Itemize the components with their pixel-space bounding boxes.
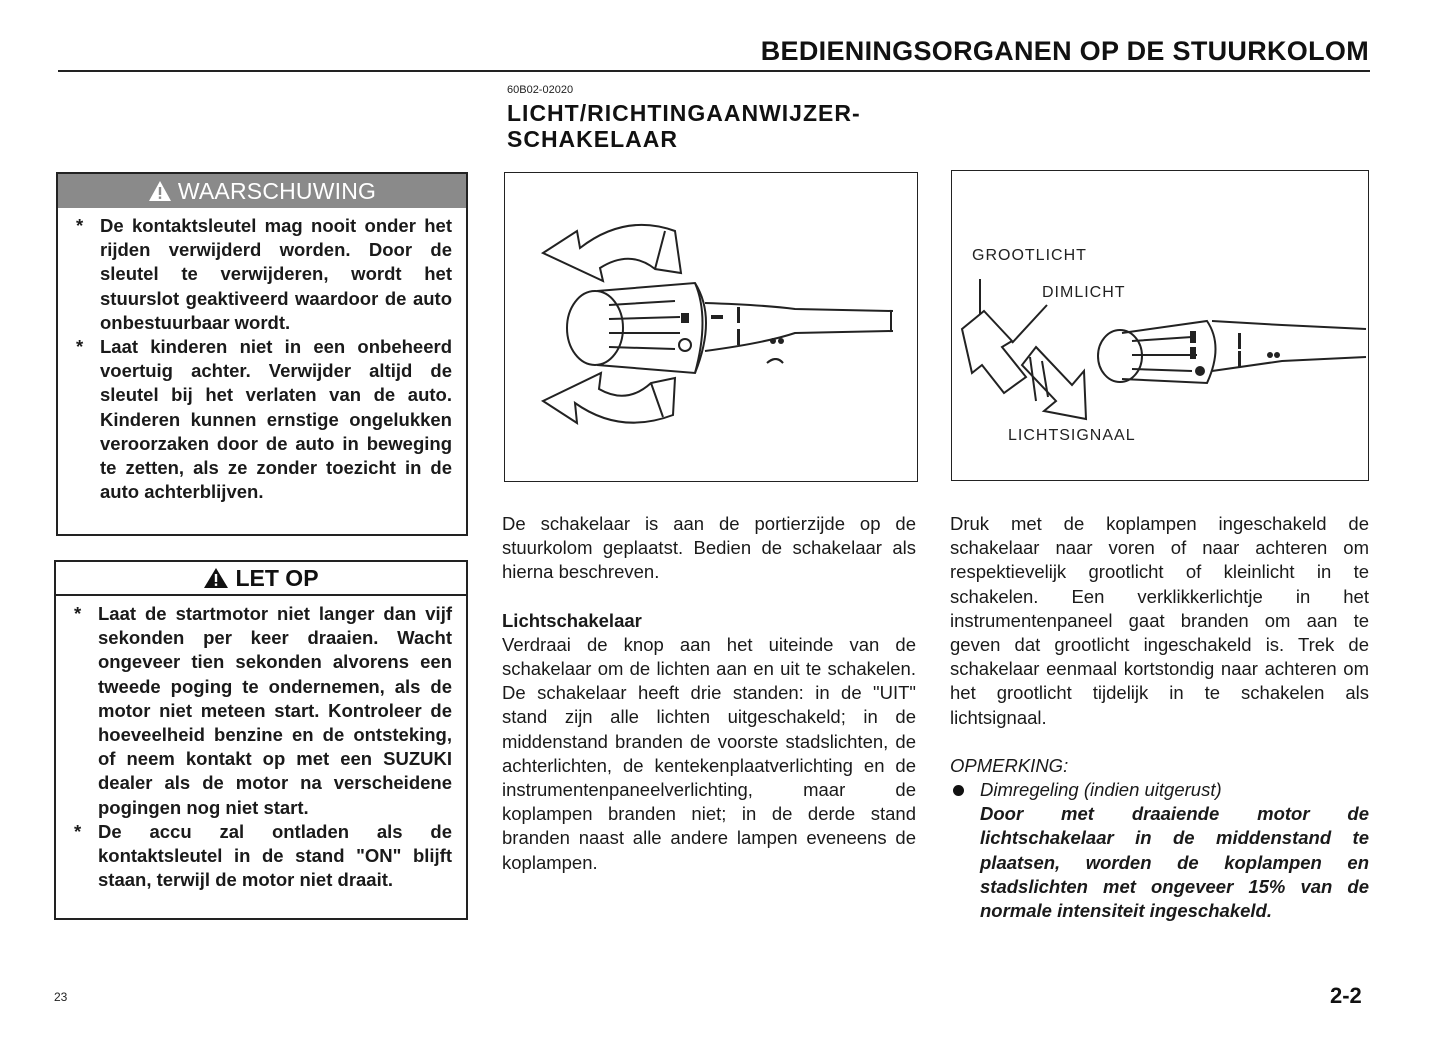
warning-triangle-icon <box>148 180 172 202</box>
warning-box <box>56 172 468 536</box>
header-rule <box>58 70 1370 72</box>
page-header-title: BEDIENINGSORGANEN OP DE STUURKOLOM <box>760 36 1369 66</box>
figure-beam-switch <box>951 170 1369 481</box>
warning-triangle-icon <box>203 567 229 589</box>
section-title-line1: LICHT/RICHTINGAANWIJZER- <box>507 100 861 126</box>
caution-item: * De accu zal ontladen als de kontaktsleutel in de stand "ON" blijft staan, terwijl de motor niet draait. <box>64 820 452 893</box>
light-switch-subheading: Lichtschakelaar <box>502 609 642 631</box>
warning-title: WAARSCHUWING <box>177 177 377 204</box>
note-title: OPMERKING: <box>950 754 1069 776</box>
page-number-left: 23 <box>54 990 68 1004</box>
intro-paragraph: De schakelaar is aan de portierzijde op de stuurkolom geplaatst. Bedien de schakelaar als hierna beschreven. <box>502 513 916 583</box>
middle-column <box>502 512 916 875</box>
warning-header <box>58 174 466 208</box>
beam-paragraph: Druk met de koplampen ingeschakeld de schakelaar naar voren of naar achteren om respektievelijk grootlicht of kleinlicht in te schakelen. Een verklikkerlichtje in het instrumentenpaneel gaat branden om aan te geven dat grootlicht ingeschakeld is. Trek de schakelaar eenmaal kortstondig naar achteren om het grootlicht tijdelijk in te schakelen als lichtsignaal. <box>950 513 1369 728</box>
warning-list <box>58 208 466 504</box>
note-item <box>950 778 1369 923</box>
caution-list <box>56 596 466 892</box>
note-item-title: Dimregeling (indien uitgerust) <box>980 779 1222 801</box>
caution-item: * Laat de startmotor niet langer dan vijf sekonden per keer draaien. Wacht ongeveer tien sekonden alvorens een tweede poging te ondernemen, als de motor niet meteen start. Kontroleer de hoeveelheid benzine en de ontsteking, of neem kontakt op met een SUZUKI dealer als de motor na verscheidene pogingen nog niet start. <box>64 602 452 820</box>
label-headlight-flash: LICHTSIGNAAL <box>1008 427 1136 444</box>
document-code: 60B02-02020 <box>507 84 574 96</box>
figure-light-switch-rotation <box>504 172 918 482</box>
caution-box <box>54 560 468 920</box>
section-title <box>507 100 937 152</box>
light-switch-paragraph: Verdraai de knop aan het uiteinde van de schakelaar om de lichten aan en uit te schakelen. De schakelaar heeft drie standen: in de "UIT" stand zijn alle lichten uitgeschakeld; in de middenstand branden de voorste stadslichten, de achterlichten, de kentekenplaatverlichting en de instrumentenpaneelverlichting, maar de koplampen branden niet; in de derde stand branden naast alle andere lampen eveneens de koplampen. <box>502 633 916 873</box>
note-item-body: Door met draaiende motor de lichtschakelaar in de middenstand te plaatsen, worden de koplampen en stadslichten met ongeveer 15% van de normale intensiteit ingeschakeld. <box>980 803 1369 922</box>
right-column <box>950 512 1369 923</box>
warning-item: * Laat kinderen niet in een onbeheerd voertuig achter. Verwijder altijd de sleutel bij het verlaten van de auto. Kinderen kunnen ernstige ongelukken veroorzaken door de auto in beweging te zetten, als ze zonder toezicht in de auto achterblijven. <box>66 335 452 504</box>
bullet-dot-icon <box>953 785 964 796</box>
warning-item: * De kontaktsleutel mag nooit onder het rijden verwijderd worden. Door de sleutel te verwijderen, wordt het stuurslot geaktiveerd waardoor de auto onbestuurbaar wordt. <box>66 214 452 335</box>
label-dim-light: DIMLICHT <box>1042 284 1126 301</box>
caution-header <box>56 562 466 596</box>
caution-title: LET OP <box>235 564 319 591</box>
label-high-beam: GROOTLICHT <box>972 247 1087 264</box>
light-switch-rotation-illustration <box>505 173 919 483</box>
section-title-line2: SCHAKELAAR <box>507 126 678 152</box>
page-number-right: 2-2 <box>1330 983 1362 1008</box>
